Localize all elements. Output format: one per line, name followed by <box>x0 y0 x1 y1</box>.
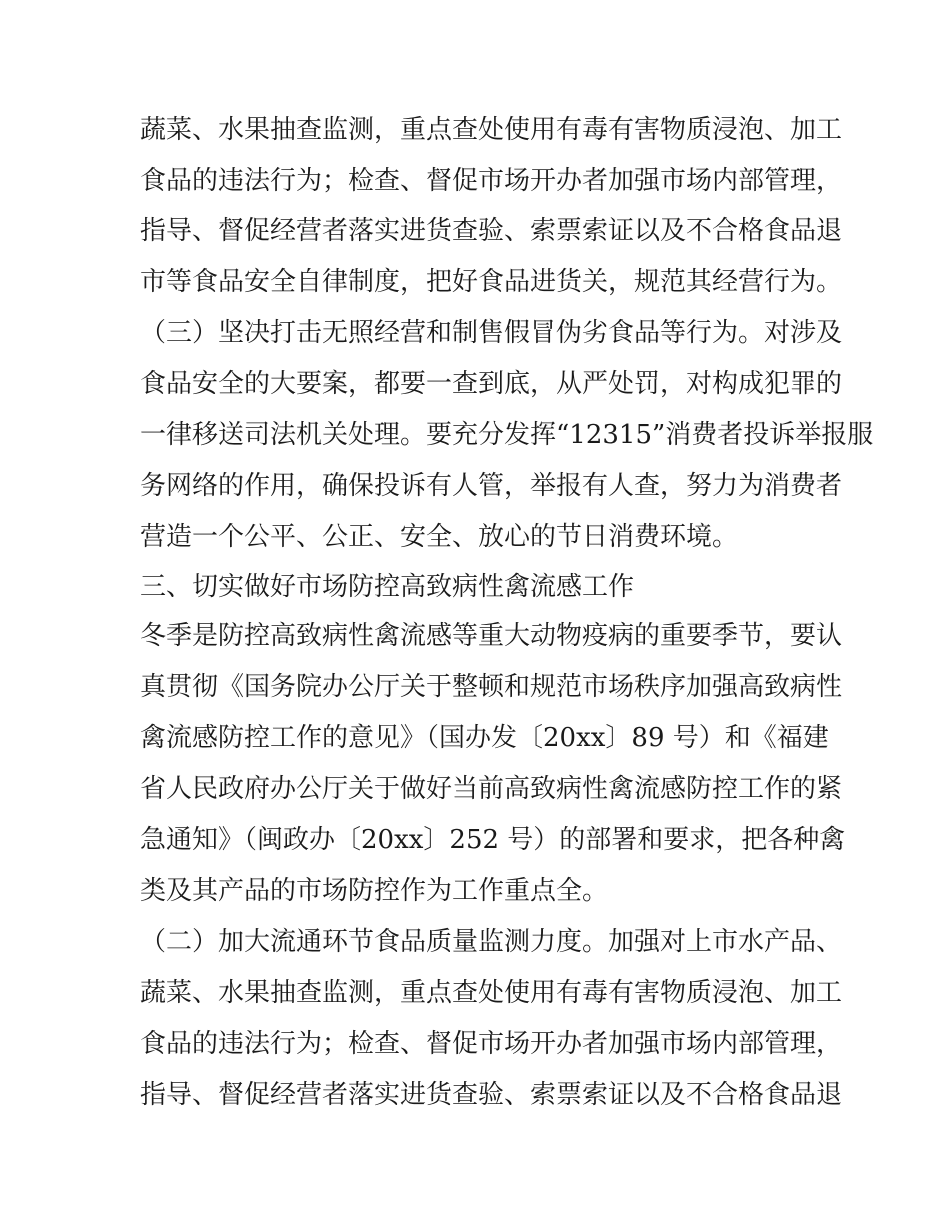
text-line: 类及其产品的市场防控作为工作重点全。 <box>140 876 609 906</box>
text-line: 指导、督促经营者落实进货查验、索票索证以及不合格食品退 <box>140 216 843 246</box>
text-line: （三）坚决打击无照经营和制售假冒伪劣食品等行为。对涉及 <box>140 318 843 348</box>
text-line: 冬季是防控高致病性禽流感等重大动物疫病的重要季节，要认 <box>140 621 843 651</box>
text-line: 省人民政府办公厅关于做好当前高致病性禽流感防控工作的紧 <box>140 774 843 804</box>
text-line: 市等食品安全自律制度，把好食品进货关，规范其经营行为。 <box>140 267 843 297</box>
text-line: 食品的违法行为；检查、督促市场开办者加强市场内部管理， <box>140 166 843 196</box>
text-line: 一律移送司法机关处理。要充分发挥“12315”消费者投诉举报服 <box>140 420 874 450</box>
text-line: （二）加大流通环节食品质量监测力度。加强对上市水产品、 <box>140 927 843 957</box>
section-heading: 三、切实做好市场防控高致病性禽流感工作 <box>140 572 635 602</box>
text-line: 禽流感防控工作的意见》（国办发〔20xx〕89 号）和《福建 <box>140 723 829 753</box>
text-line: 真贯彻《国务院办公厅关于整顿和规范市场秩序加强高致病性 <box>140 672 843 702</box>
text-line: 指导、督促经营者落实进货查验、索票索证以及不合格食品退 <box>140 1080 843 1110</box>
text-line: 蔬菜、水果抽查监测，重点查处使用有毒有害物质浸泡、加工 <box>140 978 843 1008</box>
text-line: 务网络的作用，确保投诉有人管，举报有人查，努力为消费者 <box>140 471 843 501</box>
text-line: 食品安全的大要案，都要一查到底，从严处罚，对构成犯罪的 <box>140 369 843 399</box>
text-line: 急通知》（闽政办〔20xx〕252 号）的部署和要求，把各种禽 <box>140 825 846 855</box>
text-line: 营造一个公平、公正、安全、放心的节日消费环境。 <box>140 522 739 552</box>
text-line: 蔬菜、水果抽查监测，重点查处使用有毒有害物质浸泡、加工 <box>140 115 843 145</box>
text-line: 食品的违法行为；检查、督促市场开办者加强市场内部管理， <box>140 1029 843 1059</box>
